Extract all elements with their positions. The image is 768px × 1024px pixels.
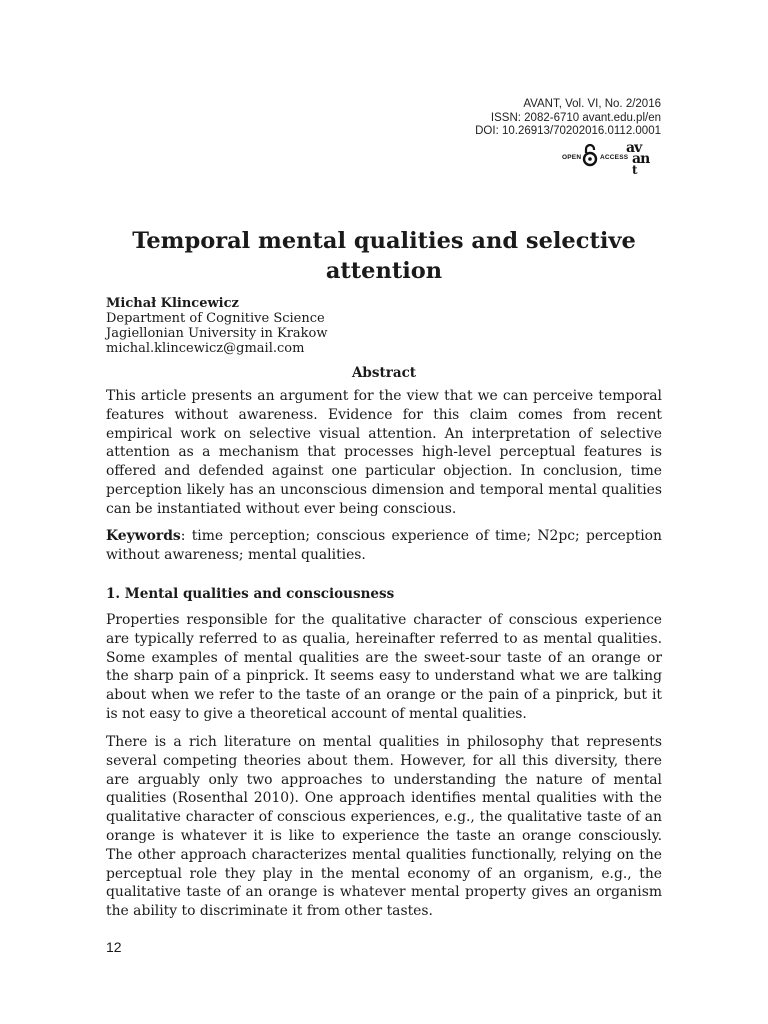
access-label: ACCESS bbox=[600, 154, 629, 161]
issn-line: ISSN: 2082-6710 avant.edu.pl/en bbox=[490, 111, 661, 124]
page-number: 12 bbox=[106, 939, 122, 955]
keywords-label: Keywords bbox=[106, 528, 181, 544]
author-university: Jagiellonian University in Krakow bbox=[106, 326, 328, 341]
logo-line-3: t bbox=[632, 163, 637, 177]
journal-meta bbox=[475, 98, 661, 139]
logo-line-2: an bbox=[632, 151, 650, 167]
body-paragraph-2: There is a rich literature on mental qualities in philosophy that represents several competing theories about them. However, for all this diversity, there are arguably only two approaches to understanding the nature of mental qualities (Rosenthal 2010). One approach identifies mental qualities with the qualitative character of conscious experiences, e.g., the qualitative taste of an orange is whatever it is like to experience the taste an orange consciously. The other approach characterizes mental qualities functionally, relying on the perceptual role they play in the mental economy of an organism, e.g., the qualitative taste of an orange is whatever mental property gives an organism the ability to discriminate it from other tastes. bbox=[106, 734, 662, 920]
author-department: Department of Cognitive Science bbox=[106, 311, 325, 326]
author-block bbox=[106, 296, 328, 356]
avant-logo bbox=[626, 140, 650, 177]
abstract-text: This article presents an argument for the view that we can perceive temporal features without awareness. Evidence for this claim comes from recent empirical work on selective visual attention. An interpretation of selective attention as a mechanism that processes high-level perceptual features is offered and defended against one particular objection. In conclusion, time perception likely has an unconscious dimension and temporal mental qualities can be instantiated without ever being conscious. bbox=[106, 388, 662, 517]
keywords bbox=[106, 527, 662, 565]
section-heading: 1. Mental qualities and consciousness bbox=[106, 586, 395, 602]
author-email: michal.klincewicz@gmail.com bbox=[106, 341, 305, 356]
author-name: Michał Klincewicz bbox=[106, 296, 239, 311]
logo-line-1: av bbox=[626, 140, 642, 156]
open-access-lock-icon bbox=[582, 143, 598, 171]
keywords-text: : time perception; conscious experience of time; N2pc; perception without awareness; mental qualities. bbox=[106, 528, 662, 563]
article-title: Temporal mental qualities and selective attention bbox=[132, 228, 636, 284]
abstract-heading: Abstract bbox=[351, 365, 417, 381]
open-access-badge bbox=[562, 140, 662, 177]
journal-issue-line: AVANT, Vol. VI, No. 2/2016 bbox=[523, 98, 661, 110]
open-label: OPEN bbox=[562, 154, 582, 161]
body-paragraph-1: Properties responsible for the qualitative character of conscious experience are typically referred to as qualia, hereinafter referred to as mental qualities. Some examples of mental qualities are the sweet-sour taste of an orange or the sharp pain of a pinprick. It seems easy to understand what we are talking about when we refer to the taste of an orange or the pain of a pinprick, but it is not easy to give a theoretical account of mental qualities. bbox=[106, 612, 662, 722]
doi-line: DOI: 10.26913/70202016.0112.0001 bbox=[475, 125, 661, 137]
